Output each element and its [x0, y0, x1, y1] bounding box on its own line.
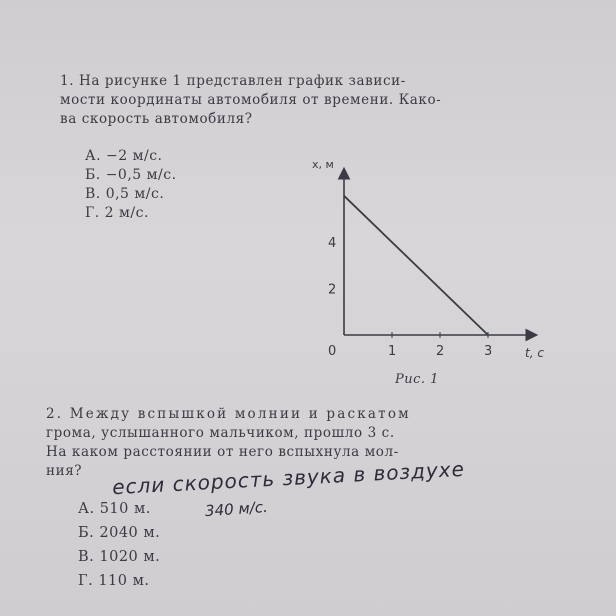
- question-2-line: грома, услышанного мальчиком, прошло 3 с.: [46, 425, 395, 441]
- answer-option: Б. −0,5 м/с.: [85, 167, 177, 183]
- answer-option: Б. 2040 м.: [78, 525, 161, 541]
- question-1-options: [85, 147, 177, 223]
- series-line: [344, 196, 488, 335]
- question-2-line: На каком расстоянии от него вспыхнула мол-: [46, 444, 399, 460]
- question-2-line: 2. Между вспышкой молнии и раскатом: [46, 406, 411, 422]
- answer-option: Г. 2 м/с.: [85, 205, 149, 221]
- answer-option: В. 0,5 м/с.: [85, 186, 165, 202]
- handwritten-note: 340 м/с.: [204, 497, 269, 521]
- question-2-line: ния?: [46, 463, 83, 479]
- question-1-text: [60, 72, 560, 129]
- question-2-options: [78, 497, 160, 593]
- answer-option: А. −2 м/с.: [85, 148, 163, 164]
- answer-option: В. 1020 м.: [78, 549, 161, 565]
- question-1-line: мости координаты автомобиля от времени. Како-: [60, 92, 442, 108]
- x-axis-label: t, с: [525, 346, 544, 360]
- origin-label: 0: [328, 344, 337, 359]
- x-tick-label: 2: [436, 344, 445, 359]
- question-1-line: 1. На рисунке 1 представлен график зависи-: [60, 73, 406, 89]
- figure-caption: Рис. 1: [395, 372, 439, 387]
- answer-option: А. 510 м.: [78, 501, 151, 517]
- question-1-line: ва скорость автомобиля?: [60, 111, 253, 127]
- x-tick-label: 3: [484, 344, 493, 359]
- handwritten-note: если скорость звука в воздухе: [111, 456, 466, 500]
- y-tick-label: 4: [328, 236, 337, 252]
- y-tick-label: 2: [328, 282, 337, 298]
- x-tick-label: 1: [388, 344, 397, 359]
- position-time-graph: [290, 150, 570, 400]
- answer-option: Г. 110 м.: [78, 573, 150, 589]
- y-axis-label: x, м: [312, 158, 334, 171]
